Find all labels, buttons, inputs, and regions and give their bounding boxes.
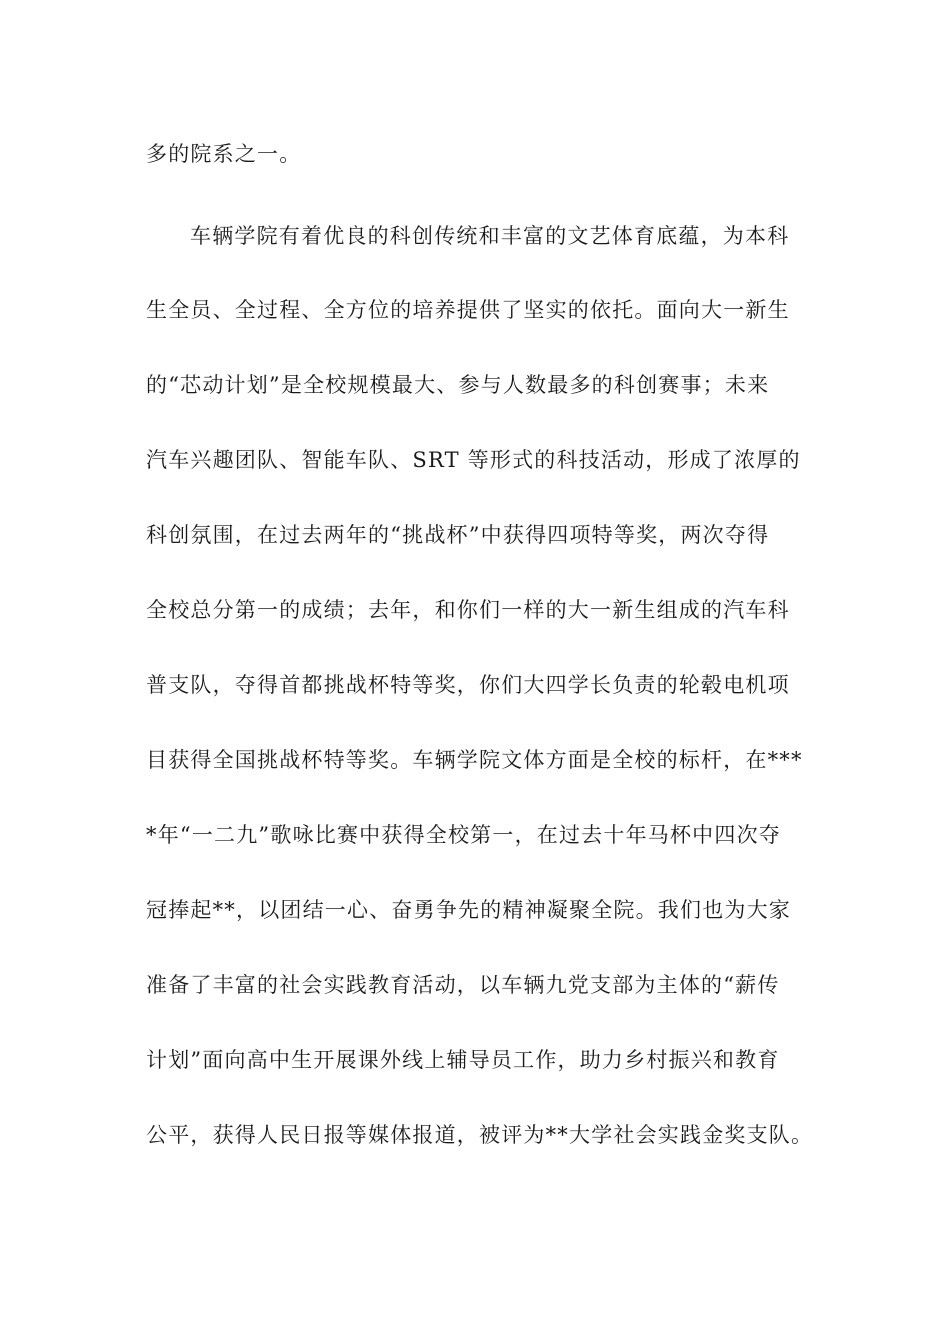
text-line-6: 科创氛围，在过去两年的“挑战杯”中获得四项特等奖，两次夺得 <box>146 523 770 547</box>
text-line-5: 汽车兴趣团队、智能车队、SRT 等形式的科技活动，形成了浓厚的 <box>146 448 801 472</box>
text-line-13: 计划”面向高中生开展课外线上辅导员工作，助力乡村振兴和教育 <box>146 1048 780 1072</box>
text-line-7: 全校总分第一的成绩；去年，和你们一样的大一新生组成的汽车科 <box>146 598 790 622</box>
text-line-8: 普支队，夺得首都挑战杯特等奖，你们大四学长负责的轮毂电机项 <box>146 673 790 697</box>
text-line-9: 目获得全国挑战杯特等奖。车辆学院文体方面是全校的标杆，在*** <box>146 748 803 772</box>
text-line-4: 的“芯动计划”是全校规模最大、参与人数最多的科创赛事；未来 <box>146 373 770 397</box>
text-line-14: 公平，获得人民日报等媒体报道，被评为**大学社会实践金奖支队。 <box>146 1123 814 1147</box>
text-line-3: 生全员、全过程、全方位的培养提供了坚实的依托。面向大一新生 <box>146 298 790 322</box>
text-line-11: 冠捧起**，以团结一心、奋勇争先的精神凝聚全院。我们也为大家 <box>146 898 791 922</box>
text-line-1: 多的院系之一。 <box>146 142 302 166</box>
text-line-10: *年“一二九”歌咏比赛中获得全校第一，在过去十年马杯中四次夺 <box>146 823 781 847</box>
text-line-2: 车辆学院有着优良的科创传统和丰富的文艺体育底蕴，为本科 <box>190 224 790 248</box>
text-line-12: 准备了丰富的社会实践教育活动，以车辆九党支部为主体的“薪传 <box>146 973 780 997</box>
